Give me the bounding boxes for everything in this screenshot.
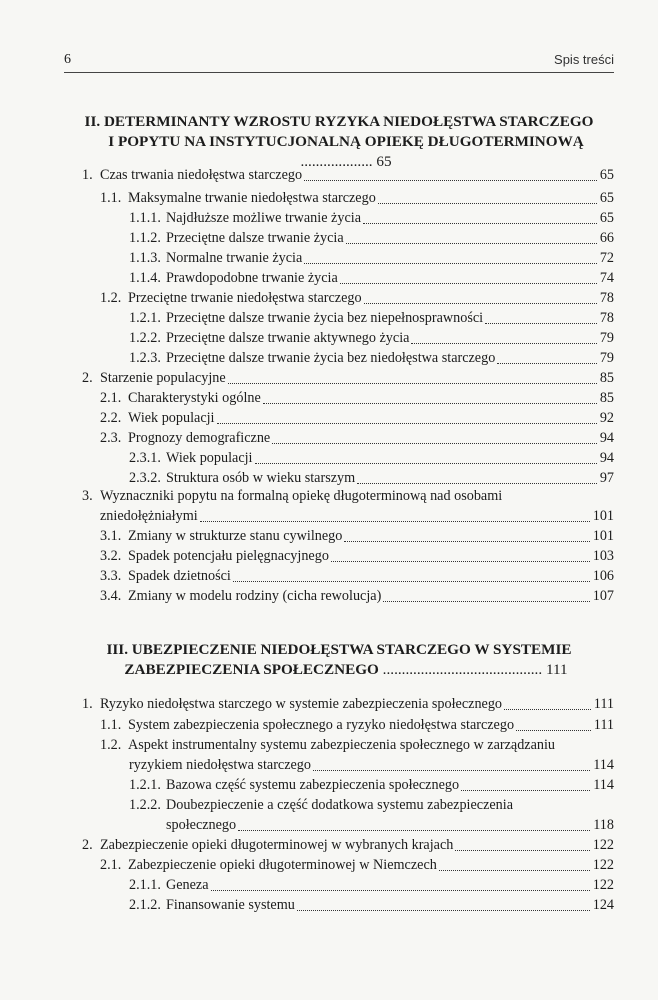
toc-entry	[129, 229, 614, 248]
toc-entry	[129, 269, 614, 288]
toc-entry-number: 1.1.1.	[129, 210, 161, 226]
dot-leader	[497, 362, 597, 364]
toc-entry-page: 122	[592, 857, 614, 873]
dot-leader	[364, 302, 597, 304]
toc-entry-title: Przeciętne dalsze trwanie życia bez niepełnosprawności	[166, 310, 484, 326]
dot-leader	[344, 540, 589, 542]
part-3-title-line1: III. UBEZPIECZENIE NIEDOŁĘSTWA STARCZEGO W SYSTEMIE	[106, 641, 572, 658]
dot-leader	[363, 222, 597, 224]
toc-entry-number: 1.1.2.	[129, 230, 161, 246]
part-2-title-line1: II. DETERMINANTY WZROSTU RYZYKA NIEDOŁĘSTWA STARCZEGO	[84, 113, 594, 130]
toc-entry-title: Czas trwania niedołęstwa starczego	[100, 167, 303, 183]
toc-entry-number: 3.4.	[100, 588, 122, 604]
toc-entry-number: 3.	[82, 488, 93, 504]
dot-leader	[461, 789, 590, 791]
toc-entry-title: Maksymalne trwanie niedołęstwa starczego	[128, 190, 376, 206]
toc-entry-title-continued: ryzykiem niedołęstwa starczego	[129, 757, 311, 773]
toc-entry	[100, 429, 614, 448]
toc-entry-page: 97	[599, 470, 614, 486]
toc-entry-title: Ryzyko niedołęstwa starczego w systemie zabezpieczenia społecznego	[100, 696, 503, 712]
dot-leader	[346, 242, 597, 244]
dot-leader	[263, 402, 597, 404]
toc-entry	[100, 507, 614, 526]
part-3-title-line2: ZABEZPIECZENIA SPOŁECZNEGO	[124, 661, 379, 678]
toc-entry-title-continued: zniedołężniałymi	[100, 508, 198, 524]
dot-leader	[504, 708, 591, 710]
toc-entry-number: 2.	[82, 837, 93, 853]
toc-entry-page: 101	[592, 508, 614, 524]
toc-entry-page: 124	[592, 897, 614, 913]
toc-entry-title: Wiek populacji	[128, 410, 215, 426]
toc-entry	[100, 389, 614, 408]
toc-entry	[129, 469, 614, 488]
toc-entry	[82, 369, 614, 388]
toc-entry-title-continued: społecznego	[166, 817, 237, 833]
toc-entry-title: Geneza	[166, 877, 209, 893]
dot-leader	[516, 729, 591, 731]
toc-entry	[100, 189, 614, 208]
toc-entry	[82, 836, 614, 855]
toc-entry-number: 1.2.3.	[129, 350, 161, 366]
toc-entry-title: Przeciętne trwanie niedołęstwa starczego	[128, 290, 362, 306]
dot-leader	[272, 442, 597, 444]
toc-entry-number: 2.1.1.	[129, 877, 161, 893]
dot-leader	[383, 600, 589, 602]
toc-entry	[100, 409, 614, 428]
toc-entry-number: 2.2.	[100, 410, 122, 426]
toc-entry-number: 1.	[82, 167, 93, 183]
toc-entry-number: 1.1.4.	[129, 270, 161, 286]
toc-entry-page: 118	[593, 817, 614, 833]
dot-leader	[217, 422, 597, 424]
dot-leader	[378, 202, 597, 204]
toc-entry-number: 2.1.	[100, 857, 122, 873]
toc-entry-page: 65	[599, 210, 614, 226]
dot-leader	[233, 580, 590, 582]
dot-leader	[357, 482, 597, 484]
toc-entry	[129, 209, 614, 228]
toc-entry-page: 92	[599, 410, 614, 426]
part-3-heading	[64, 640, 614, 680]
toc-entry	[129, 349, 614, 368]
part-2-title-line2: I POPYTU NA INSTYTUCJONALNĄ OPIEKĘ DŁUGOTERMINOWĄ	[108, 133, 584, 150]
toc-entry-page: 85	[599, 370, 614, 386]
toc-entry-title: System zabezpieczenia społecznego a ryzyko niedołęstwa starczego	[128, 717, 515, 733]
dot-leader	[340, 282, 597, 284]
toc-entry-page: 114	[593, 777, 614, 793]
toc-entry-number: 3.2.	[100, 548, 122, 564]
toc-entry-number: 2.3.2.	[129, 470, 161, 486]
toc-entry-page: 72	[599, 250, 614, 266]
toc-entry-page: 65	[599, 190, 614, 206]
toc-entry-number: 1.	[82, 696, 93, 712]
toc-entry-page: 78	[599, 310, 614, 326]
toc-entry-number: 2.3.1.	[129, 450, 161, 466]
toc-entry-page: 74	[599, 270, 614, 286]
toc-entry-page: 66	[599, 230, 614, 246]
toc-entry-title: Wiek populacji	[166, 450, 253, 466]
toc-entry-number: 1.2.	[100, 737, 122, 753]
toc-entry-page: 111	[593, 696, 614, 712]
toc-entry-number: 1.2.1.	[129, 310, 161, 326]
toc-entry-number: 1.2.2.	[129, 330, 161, 346]
toc-entry-page: 85	[599, 390, 614, 406]
toc-entry-title: Charakterystyki ogólne	[128, 390, 261, 406]
toc-entry-title: Starzenie populacyjne	[100, 370, 226, 386]
toc-entry-number: 3.3.	[100, 568, 122, 584]
toc-entry	[100, 567, 614, 586]
part-3-leader: ..........................................	[382, 661, 543, 678]
toc-entry	[129, 776, 614, 795]
toc-entry-page: 122	[592, 837, 614, 853]
dot-leader	[411, 342, 596, 344]
toc-entry	[100, 856, 614, 875]
toc-entry	[129, 449, 614, 468]
dot-leader	[304, 262, 597, 264]
toc-entry-page: 114	[593, 757, 614, 773]
toc-entry-title: Zabezpieczenie opieki długoterminowej w Niemczech	[128, 857, 437, 873]
toc-entry	[100, 716, 614, 735]
toc-entry	[129, 329, 614, 348]
dot-leader	[439, 869, 590, 871]
toc-entry-number: 2.1.	[100, 390, 122, 406]
toc-entry-title: Zabezpieczenie opieki długoterminowej w wybranych krajach	[100, 837, 454, 853]
toc-entry-title: Aspekt instrumentalny systemu zabezpieczenia społecznego w zarządzaniu	[128, 737, 556, 753]
toc-entry-number: 1.1.	[100, 190, 122, 206]
toc-entry-title: Zmiany w strukturze stanu cywilnego	[128, 528, 343, 544]
toc-entry-page: 79	[599, 330, 614, 346]
dot-leader	[228, 382, 597, 384]
toc-entry-title: Spadek dzietności	[128, 568, 231, 584]
toc-entry	[100, 289, 614, 308]
dot-leader	[331, 560, 590, 562]
toc-entry-page: 111	[593, 717, 614, 733]
toc-entry-title: Spadek potencjału pielęgnacyjnego	[128, 548, 329, 564]
toc-entry-page: 103	[592, 548, 614, 564]
toc-entry-number: 2.	[82, 370, 93, 386]
toc-entry-number: 2.3.	[100, 430, 122, 446]
running-title: Spis treści	[554, 52, 614, 67]
toc-entry	[82, 166, 614, 185]
toc-entry-number: 2.1.2.	[129, 897, 161, 913]
toc-entry	[129, 876, 614, 895]
toc-entry	[129, 309, 614, 328]
part-2-heading	[64, 112, 614, 172]
part-2-leader: ...................	[300, 153, 373, 170]
toc-entry-number: 1.1.	[100, 717, 122, 733]
toc-entry-number: 3.1.	[100, 528, 122, 544]
running-header	[64, 52, 614, 73]
dot-leader	[238, 829, 590, 831]
toc-entry-number: 1.2.	[100, 290, 122, 306]
toc-entry-title: Wyznaczniki popytu na formalną opiekę długoterminową nad osobami	[100, 488, 503, 504]
dot-leader	[200, 520, 590, 522]
toc-entry-page: 122	[592, 877, 614, 893]
toc-entry	[129, 249, 614, 268]
toc-entry	[100, 587, 614, 606]
toc-entry-number: 1.2.1.	[129, 777, 161, 793]
toc-entry-page: 106	[592, 568, 614, 584]
toc-entry-page: 107	[592, 588, 614, 604]
toc-entry	[129, 896, 614, 915]
toc-entry-title: Struktura osób w wieku starszym	[166, 470, 356, 486]
toc-entry	[129, 756, 614, 775]
toc-entry	[100, 527, 614, 546]
toc-entry-page: 78	[599, 290, 614, 306]
toc-entry-page: 94	[599, 430, 614, 446]
toc-entry-page: 65	[599, 167, 614, 183]
dot-leader	[255, 462, 597, 464]
toc-entry-page: 79	[599, 350, 614, 366]
toc-entry-number: 1.2.2.	[129, 797, 161, 813]
toc-entry-title: Przeciętne dalsze trwanie życia	[166, 230, 344, 246]
toc-entry-title: Bazowa część systemu zabezpieczenia społecznego	[166, 777, 460, 793]
toc-entry	[100, 547, 614, 566]
toc-entry-page: 94	[599, 450, 614, 466]
toc-entry-title: Prognozy demograficzne	[128, 430, 271, 446]
dot-leader	[485, 322, 597, 324]
dot-leader	[455, 849, 589, 851]
toc-entry-first-line	[100, 736, 555, 755]
toc-entry-first-line	[82, 487, 502, 506]
dot-leader	[211, 889, 590, 891]
toc-entry-first-line	[129, 796, 513, 815]
dot-leader	[304, 179, 597, 181]
toc-entry-title: Doubezpieczenie a część dodatkowa systemu zabezpieczenia	[166, 797, 514, 813]
toc-entry-title: Zmiany w modelu rodziny (cicha rewolucja)	[128, 588, 382, 604]
toc-entry-number: 1.1.3.	[129, 250, 161, 266]
toc-entry-title: Finansowanie systemu	[166, 897, 295, 913]
dot-leader	[313, 769, 590, 771]
page-number: 6	[64, 52, 71, 67]
toc-entry-title: Przeciętne dalsze trwanie życia bez niedołęstwa starczego	[166, 350, 496, 366]
toc-entry-title: Prawdopodobne trwanie życia	[166, 270, 338, 286]
toc-entry-page: 101	[592, 528, 614, 544]
dot-leader	[297, 909, 590, 911]
toc-entry	[166, 816, 614, 835]
part-3-page: 111	[545, 661, 568, 678]
toc-entry-title: Najdłuższe możliwe trwanie życia	[166, 210, 361, 226]
toc-entry-title: Przeciętne dalsze trwanie aktywnego życia	[166, 330, 410, 346]
toc-entry-title: Normalne trwanie życia	[166, 250, 303, 266]
part-2-page: 65	[376, 153, 392, 170]
toc-entry	[82, 695, 614, 714]
